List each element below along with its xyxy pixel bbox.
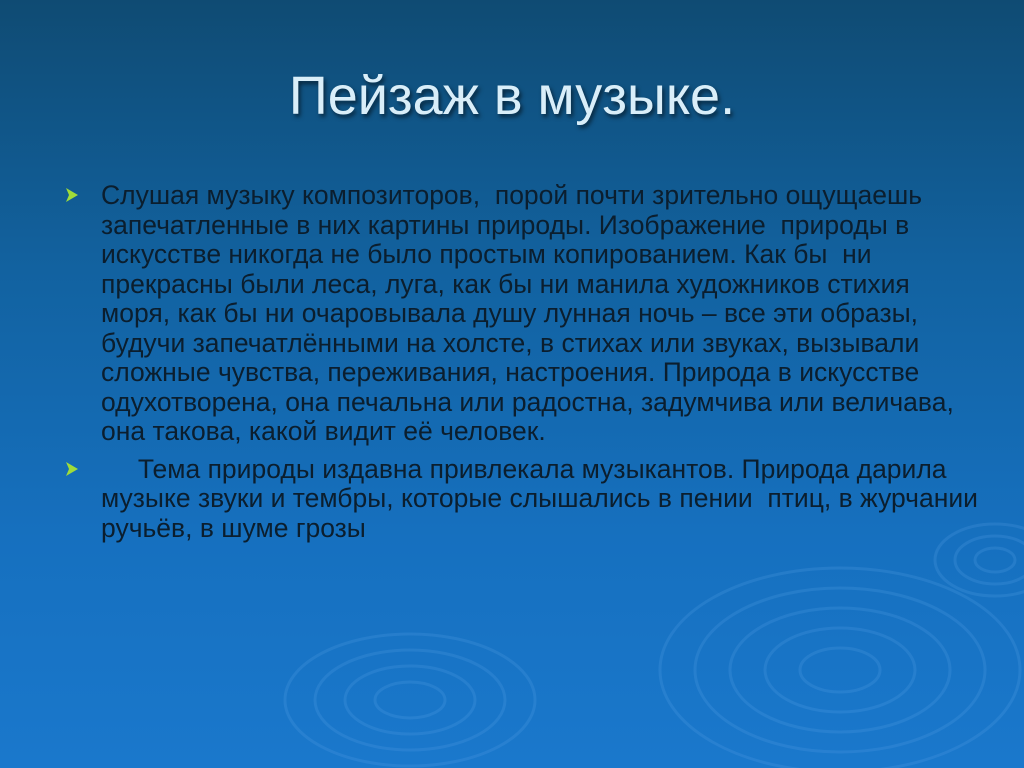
- arrowhead-bullet-icon: [64, 186, 82, 204]
- bullet-text: Тема природы издавна привлекала музыкантов. Природа дарила музыке звуки и тембры, которые слышались в пении птиц, в журчании ручьёв, в шуме грозы: [101, 453, 986, 543]
- arrowhead-bullet-icon: [64, 460, 82, 478]
- bullet-item: [64, 181, 984, 447]
- bullet-list: [64, 181, 984, 551]
- bullet-item: [64, 455, 984, 544]
- slide-title: Пейзаж в музыке.: [288, 66, 736, 126]
- bullet-text: Слушая музыку композиторов, порой почти зрительно ощущаешь запечатленные в них картины природы. Изображение природы в искусстве никогда не было простым копированием. Как бы ни прекрасны были леса, луга, как бы ни манила художников стихия моря, как бы ни очаровывала душу лунная ночь – все эти образы, будучи запечатлёнными на холсте, в стихах или звуках, вызывали сложные чувства, переживания, настроения. Природа в искусстве одухотворена, она печальна или радостна, задумчива или величава, она такова, какой видит её человек.: [101, 180, 962, 446]
